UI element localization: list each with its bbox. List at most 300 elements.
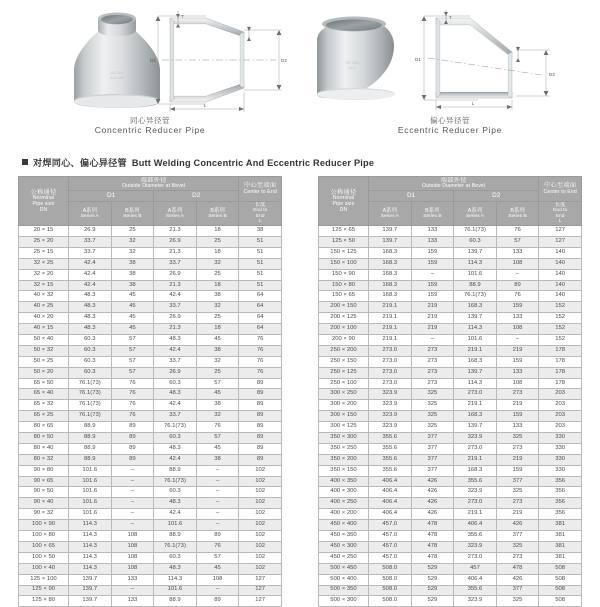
cell-d2-series-b: 45 [196,389,239,400]
spec-table-right-wrapper [300,176,600,607]
cell-dn: 350 × 200 [319,454,369,465]
table-row [19,247,282,258]
table-row [19,520,282,531]
cell-d2-series-a: 42.4 [154,509,197,520]
cell-dn: 40 × 20 [19,313,69,324]
cell-d1-series-a: 139.7 [368,226,411,237]
cell-d1-series-a: 139.7 [68,596,111,607]
cell-d1-series-b: 45 [111,302,154,313]
cell-length: 140 [539,291,582,302]
cell-d1-series-b: 57 [111,345,154,356]
cell-d2-series-b: 273 [496,443,539,454]
cell-d1-series-a: 26.9 [68,226,111,237]
cell-d1-series-a: 323.9 [368,422,411,433]
cell-d2-series-a: 323.9 [454,433,497,444]
table-row [19,324,282,335]
cell-d1-series-b: 219 [411,302,454,313]
cell-length: 51 [239,258,282,269]
cell-d2-series-b: 108 [196,574,239,585]
cell-d1-series-b: 25 [111,226,154,237]
cell-d1-series-b: 38 [111,269,154,280]
cell-d2-series-a: 273.0 [454,498,497,509]
cell-d2-series-b: 159 [496,302,539,313]
cell-length: 203 [539,389,582,400]
cell-d2-series-b: 38 [196,400,239,411]
table-row [319,443,582,454]
cell-length: 178 [539,356,582,367]
cell-d2-series-b: 45 [196,563,239,574]
table-row [319,487,582,498]
cell-d1-series-a: 508.0 [368,563,411,574]
cell-length: 140 [539,269,582,280]
table-row [319,324,582,335]
cell-dn: 300 × 125 [319,422,369,433]
cell-d2-series-b: 18 [196,324,239,335]
cell-d2-series-b: 377 [496,476,539,487]
header-center-to-end: 中心至端面 Center to End [239,177,282,202]
cell-d1-series-a: 48.3 [68,324,111,335]
cell-d1-series-b: 38 [111,280,154,291]
cell-d2-series-b: 219 [496,454,539,465]
cell-d2-series-b: – [196,585,239,596]
section-title-en: Butt Welding Concentric And Eccentric Reducer Pipe [131,158,375,168]
cell-d2-series-a: 26.9 [154,367,197,378]
header-d1-series-b: B系列 Series B [111,201,154,225]
cell-d1-series-a: 168.3 [368,280,411,291]
cell-dn: 450 × 350 [319,531,369,542]
cell-dn: 65 × 32 [19,400,69,411]
cell-d2-series-a: 21.3 [154,324,197,335]
cell-dn: 40 × 32 [19,291,69,302]
cell-d2-series-a: 101.6 [154,520,197,531]
cell-d1-series-a: 114.3 [68,541,111,552]
table-row [319,411,582,422]
cell-dn: 350 × 250 [319,443,369,454]
cell-dn: 300 × 250 [319,389,369,400]
cell-dn: 400 × 250 [319,498,369,509]
cell-d1-series-b: 219 [411,324,454,335]
cell-d2-series-b: 57 [196,552,239,563]
cell-d1-series-a: 88.9 [68,454,111,465]
cell-d1-series-a: 60.3 [68,367,111,378]
cell-d2-series-a: 219.1 [454,509,497,520]
caption-eccentric-cn: 偏心异径管 [430,116,470,125]
table-row [319,400,582,411]
cell-d2-series-b: 45 [196,335,239,346]
header-d2-series-b: B系列 Series B [196,201,239,225]
cell-length: 89 [239,389,282,400]
cell-dn: 125 × 100 [19,574,69,585]
cell-length: 89 [239,433,282,444]
cell-dn: 250 × 100 [319,378,369,389]
cell-d2-series-b: 325 [496,541,539,552]
cell-length: 203 [539,400,582,411]
header-length: 长度 End to End L [239,201,282,225]
table-row [19,465,282,476]
cell-d1-series-a: 508.0 [368,585,411,596]
cell-d2-series-a: 273.0 [454,552,497,563]
cell-d1-series-b: 377 [411,465,454,476]
header-d2: D2 [154,191,239,202]
cell-d2-series-b: – [196,498,239,509]
cell-d2-series-b: 25 [196,269,239,280]
cell-d1-series-a: 76.1(73) [68,411,111,422]
table-row [319,531,582,542]
cell-d1-series-b: 377 [411,443,454,454]
cell-length: 330 [539,465,582,476]
cell-d2-series-a: 88.9 [154,465,197,476]
cell-length: 102 [239,520,282,531]
spec-table-right [318,176,582,607]
cell-d2-series-a: 60.3 [154,487,197,498]
cell-dn: 90 × 32 [19,509,69,520]
header-d1: D1 [368,191,453,202]
cell-d2-series-b: 38 [196,454,239,465]
cell-d2-series-a: 60.3 [154,552,197,563]
cell-length: 178 [539,367,582,378]
cell-d2-series-b: 38 [196,291,239,302]
cell-d2-series-b: 57 [196,378,239,389]
cell-d1-series-b: 377 [411,433,454,444]
cell-d1-series-a: 168.3 [368,291,411,302]
cell-length: 102 [239,509,282,520]
cell-length: 102 [239,552,282,563]
cell-dn: 250 × 125 [319,367,369,378]
cell-length: 178 [539,378,582,389]
cell-dn: 25 × 20 [19,237,69,248]
cell-d2-series-a: 48.3 [154,335,197,346]
cell-d1-series-a: 406.4 [368,509,411,520]
cell-d2-series-b: 325 [496,433,539,444]
cell-d2-series-a: 168.3 [454,411,497,422]
table-row [19,454,282,465]
cell-d2-series-b: 133 [496,367,539,378]
cell-d1-series-b: 478 [411,552,454,563]
cell-d2-series-b: 377 [496,585,539,596]
cell-d1-series-a: 168.3 [368,269,411,280]
cell-d1-series-b: 159 [411,247,454,258]
header-d2-series-a: A系列 Series A [154,201,197,225]
cell-d2-series-a: 60.3 [454,237,497,248]
table-row [19,487,282,498]
cell-d1-series-a: 219.1 [368,335,411,346]
table-row [19,443,282,454]
cell-d2-series-a: 21.3 [154,226,197,237]
cell-d2-series-b: 25 [196,313,239,324]
cell-d1-series-b: 478 [411,531,454,542]
table-row [19,422,282,433]
cell-length: 89 [239,400,282,411]
table-row [19,411,282,422]
cell-d2-series-a: 273.0 [454,443,497,454]
cell-dn: 80 × 40 [19,443,69,454]
cell-d1-series-a: 101.6 [68,476,111,487]
cell-d2-series-b: 76 [196,422,239,433]
cell-d2-series-a: 48.3 [154,443,197,454]
cell-d1-series-b: – [111,476,154,487]
svg-text:A403 WP: A403 WP [109,76,125,80]
table-row [19,531,282,542]
table-row [19,335,282,346]
cell-d2-series-a: 323.9 [454,487,497,498]
cell-d2-series-b: 18 [196,247,239,258]
cell-d1-series-a: 355.6 [368,454,411,465]
cell-dn: 200 × 100 [319,324,369,335]
cell-dn: 32 × 25 [19,258,69,269]
cell-d2-series-a: 76.1(73) [154,541,197,552]
cell-d2-series-a: 26.9 [154,269,197,280]
cell-d2-series-b: 76 [496,291,539,302]
cell-length: 152 [539,324,582,335]
cell-d2-series-a: 168.3 [454,465,497,476]
svg-text:A403: A403 [348,66,356,70]
cell-d1-series-b: 273 [411,356,454,367]
cell-length: 508 [539,563,582,574]
cell-length: 64 [239,291,282,302]
header-outside-diameter: 端部外径 Outside Diameter at Bevel [368,177,538,191]
cell-d1-series-b: 325 [411,400,454,411]
cell-d2-series-a: 21.3 [154,247,197,258]
cell-length: 127 [239,574,282,585]
cell-length: 140 [539,280,582,291]
label-d1: D1 [150,58,156,63]
table-row [319,291,582,302]
cell-dn: 150 × 80 [319,280,369,291]
cell-d1-series-a: 76.1(73) [68,378,111,389]
cell-length: 152 [539,302,582,313]
cell-d2-series-b: 133 [496,422,539,433]
label-l: L [203,103,207,108]
cell-dn: 200 × 125 [319,313,369,324]
table-row [319,313,582,324]
cell-dn: 80 × 32 [19,454,69,465]
table-row [319,367,582,378]
cell-dn: 125 × 65 [319,226,369,237]
cell-length: 381 [539,552,582,563]
cell-d1-series-a: 114.3 [68,531,111,542]
cell-d2-series-a: 139.7 [454,313,497,324]
table-body-left [19,226,282,607]
cell-dn: 450 × 400 [319,520,369,531]
cell-d2-series-b: 108 [496,258,539,269]
cell-d1-series-a: 88.9 [68,443,111,454]
cell-dn: 500 × 300 [319,596,369,607]
cell-d2-series-b: 32 [196,302,239,313]
table-row [319,302,582,313]
cell-length: 127 [239,585,282,596]
cell-length: 64 [239,313,282,324]
cell-d1-series-b: 529 [411,596,454,607]
cell-length: 89 [239,443,282,454]
cell-d1-series-a: 114.3 [68,520,111,531]
cell-d2-series-a: 355.6 [454,531,497,542]
header-row-1 [319,177,582,191]
spec-tables [0,176,600,607]
cell-d2-series-b: 219 [496,345,539,356]
cell-dn: 150 × 90 [319,269,369,280]
cell-dn: 500 × 400 [319,574,369,585]
cell-dn: 250 × 150 [319,356,369,367]
cell-d2-series-b: 325 [496,487,539,498]
cell-d1-series-b: 478 [411,541,454,552]
cell-length: 127 [239,596,282,607]
cell-dn: 500 × 450 [319,563,369,574]
cell-d2-series-a: 101.6 [454,335,497,346]
cell-d1-series-a: 33.7 [68,247,111,258]
cell-dn: 50 × 20 [19,367,69,378]
cell-d2-series-b: 89 [196,596,239,607]
cell-dn: 150 × 65 [319,291,369,302]
cell-dn: 100 × 90 [19,520,69,531]
cell-d1-series-b: – [111,520,154,531]
cell-d2-series-a: 76.1(73) [454,226,497,237]
table-body-right [319,226,582,607]
cell-d1-series-a: 457.0 [368,520,411,531]
cell-d2-series-b: 133 [496,247,539,258]
cell-length: 76 [239,367,282,378]
cell-d2-series-a: 101.6 [454,269,497,280]
cell-d1-series-a: 139.7 [68,574,111,585]
spec-table-left [18,176,282,607]
cell-d1-series-a: 457.0 [368,552,411,563]
cell-dn: 90 × 80 [19,465,69,476]
cell-d1-series-b: 159 [411,258,454,269]
cell-length: 508 [539,585,582,596]
table-row [319,356,582,367]
cell-d2-series-b: 32 [196,258,239,269]
cell-d2-series-b: 32 [196,411,239,422]
cell-dn: 80 × 50 [19,433,69,444]
cell-d1-series-a: 323.9 [368,411,411,422]
cell-dn: 100 × 40 [19,563,69,574]
eccentric-reducer-diagram [412,4,557,114]
cell-d1-series-a: 168.3 [368,258,411,269]
caption-concentric [0,116,300,136]
cell-d1-series-a: 101.6 [68,498,111,509]
cell-dn: 200 × 150 [319,302,369,313]
cell-d2-series-a: 76.1(73) [154,422,197,433]
cell-d1-series-b: 219 [411,313,454,324]
cell-d1-series-a: 406.4 [368,476,411,487]
cell-length: 508 [539,574,582,585]
table-row [19,476,282,487]
cell-dn: 40 × 25 [19,302,69,313]
cell-d1-series-a: 273.0 [368,356,411,367]
cell-d2-series-a: 406.4 [454,574,497,585]
cell-d2-series-b: 18 [196,226,239,237]
cell-d2-series-a: 21.3 [154,280,197,291]
cell-d1-series-a: 168.3 [368,247,411,258]
cell-length: 102 [239,487,282,498]
cell-d2-series-b: 89 [496,280,539,291]
cell-d1-series-b: 377 [411,454,454,465]
cell-d2-series-a: 139.7 [454,367,497,378]
cell-d1-series-b: 76 [111,378,154,389]
cell-d1-series-a: 48.3 [68,302,111,313]
cell-d1-series-b: 108 [111,531,154,542]
cell-d2-series-a: 60.3 [154,378,197,389]
cell-length: 51 [239,237,282,248]
label-d1: D1 [415,57,421,62]
cell-d1-series-b: – [111,509,154,520]
cell-length: 89 [239,454,282,465]
label-l: L [471,101,475,106]
cell-d1-series-a: 406.4 [368,498,411,509]
table-row [319,552,582,563]
cell-length: 330 [539,433,582,444]
cell-d2-series-b: 273 [496,498,539,509]
svg-text:T: T [449,15,452,20]
cell-d2-series-a: 273.0 [454,389,497,400]
cell-length: 76 [239,345,282,356]
table-row [319,345,582,356]
svg-text:SS 304: SS 304 [110,70,124,75]
cell-d1-series-b: 76 [111,400,154,411]
table-head-left [19,177,282,226]
table-row [319,247,582,258]
cell-d2-series-b: 219 [496,400,539,411]
label-d2: D2 [281,58,287,63]
cell-d1-series-b: 133 [411,226,454,237]
cell-length: 203 [539,411,582,422]
cell-length: 508 [539,596,582,607]
cell-d2-series-b: 377 [496,531,539,542]
cell-d2-series-a: 168.3 [454,302,497,313]
cell-length: 140 [539,247,582,258]
table-row [19,226,282,237]
cell-d1-series-a: 114.3 [68,552,111,563]
cell-d1-series-b: 478 [411,520,454,531]
cell-d1-series-b: 426 [411,476,454,487]
table-row [319,237,582,248]
cell-d1-series-b: 89 [111,454,154,465]
cell-d1-series-b: 89 [111,443,154,454]
eccentric-reducer-photo [312,16,402,100]
cell-d2-series-b: – [196,476,239,487]
cell-d2-series-b: 133 [496,313,539,324]
cell-length: 64 [239,302,282,313]
figure-eccentric [300,0,600,148]
cell-d2-series-a: 48.3 [154,498,197,509]
cell-d1-series-b: 426 [411,498,454,509]
cell-dn: 90 × 40 [19,498,69,509]
cell-d1-series-a: 508.0 [368,596,411,607]
cell-dn: 90 × 65 [19,476,69,487]
cell-length: 178 [539,345,582,356]
cell-length: 102 [239,465,282,476]
caption-eccentric-en: Eccentric Reducer Pipe [397,125,503,136]
figure-concentric [0,0,300,148]
cell-d1-series-b: 108 [111,563,154,574]
header-d2: D2 [454,191,539,202]
cell-length: 381 [539,531,582,542]
cell-d1-series-b: – [411,269,454,280]
cell-dn: 125 × 80 [19,596,69,607]
cell-dn: 200 × 90 [319,335,369,346]
header-d1: D1 [68,191,153,202]
cell-d2-series-a: 33.7 [154,302,197,313]
cell-dn: 125 × 50 [319,237,369,248]
cell-d1-series-b: 57 [111,367,154,378]
cell-d2-series-a: 355.6 [454,476,497,487]
table-row [319,498,582,509]
cell-d1-series-b: 76 [111,389,154,400]
table-row [319,335,582,346]
cell-d1-series-b: 108 [111,541,154,552]
cell-dn: 65 × 25 [19,411,69,422]
cell-length: 152 [539,335,582,346]
cell-d1-series-b: 325 [411,422,454,433]
